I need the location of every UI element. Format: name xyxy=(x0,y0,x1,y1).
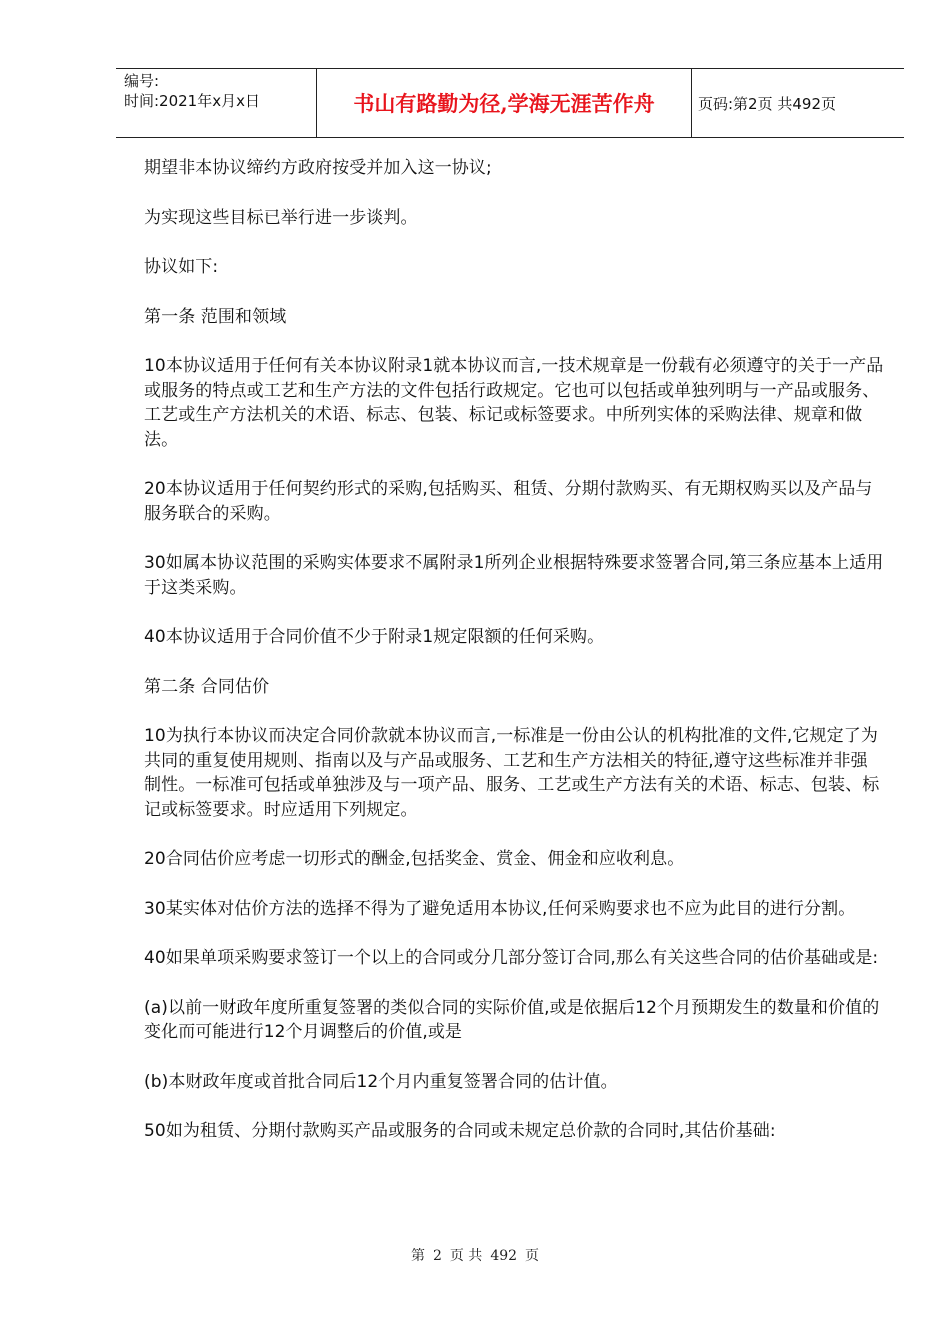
header-meta xyxy=(116,69,316,137)
footer-suffix: 页 xyxy=(525,1248,540,1264)
footer-prefix: 第 xyxy=(410,1248,425,1264)
paragraph: 10为执行本协议而决定合同价款就本协议而言,一标准是一份由公认的机构批准的文件,它规定了为共同的重复使用规则、指南以及与产品或服务、工艺和生产方法相关的特征,遵守这些标准并非强制性。一标准可包括或单独涉及与一项产品、服务、工艺或生产方法有关的术语、标志、包装、标记或标签要求。时应适用下列规定。 xyxy=(144,726,880,820)
paragraph: 30如属本协议范围的采购实体要求不属附录1所列企业根据特殊要求签署合同,第三条应基本上适用于这类采购。 xyxy=(144,553,884,598)
paragraph: 20本协议适用于任何契约形式的采购,包括购买、租赁、分期付款购买、有无期权购买以及产品与服务联合的采购。 xyxy=(144,479,873,524)
footer-total-pages: 492 xyxy=(490,1248,518,1264)
header-motto: 书山有路勤为径,学海无涯苦作舟 xyxy=(316,69,692,137)
paragraph: 30某实体对估价方法的选择不得为了避免适用本协议,任何采购要求也不应为此目的进行分割。 xyxy=(144,898,856,919)
paragraph: 50如为租赁、分期付款购买产品或服务的合同或未规定总价款的合同时,其估价基础: xyxy=(144,1121,776,1141)
page-footer xyxy=(0,1245,950,1265)
section-heading: 第二条 合同估价 xyxy=(144,676,270,697)
paragraph: 40如果单项采购要求签订一个以上的合同或分几部分签订合同,那么有关这些合同的估价基础或是: xyxy=(144,948,879,968)
header-page-info: 页码:第2页 共492页 xyxy=(698,94,836,113)
footer-page-number: 2 xyxy=(432,1248,442,1264)
paragraph: 期望非本协议缔约方政府按受并加入这一协议; xyxy=(144,158,492,178)
document-body xyxy=(144,150,884,1169)
paragraph: 10本协议适用于任何有关本协议附录1就本协议而言,一技术规章是一份载有必须遵守的关于一产品或服务的特点或工艺和生产方法的文件包括行政规定。它也可以包括或单独列明与一产品或服务、工艺或生产方法机关的术语、标志、包装、标记或标签要求。中所列实体的采购法律、规章和做法。 xyxy=(144,356,884,450)
paragraph: (b)本财政年度或首批合同后12个月内重复签署合同的估计值。 xyxy=(144,1071,618,1092)
header-time: 时间:2021年x月x日 xyxy=(124,92,260,110)
section-heading: 第一条 范围和领域 xyxy=(144,306,287,327)
paragraph: (a)以前一财政年度所重复签署的类似合同的实际价值,或是依据后12个月预期发生的数量和价值的变化而可能进行12个月调整后的价值,或是 xyxy=(144,997,880,1042)
paragraph: 协议如下: xyxy=(144,257,219,277)
page-header xyxy=(116,68,904,138)
paragraph: 40本协议适用于合同价值不少于附录1规定限额的任何采购。 xyxy=(144,627,605,647)
paragraph: 为实现这些目标已举行进一步谈判。 xyxy=(144,207,418,228)
paragraph: 20合同估价应考虑一切形式的酬金,包括奖金、赏金、佣金和应收利息。 xyxy=(144,849,685,869)
header-number: 编号: xyxy=(124,72,160,90)
footer-mid: 页 共 xyxy=(449,1248,483,1264)
